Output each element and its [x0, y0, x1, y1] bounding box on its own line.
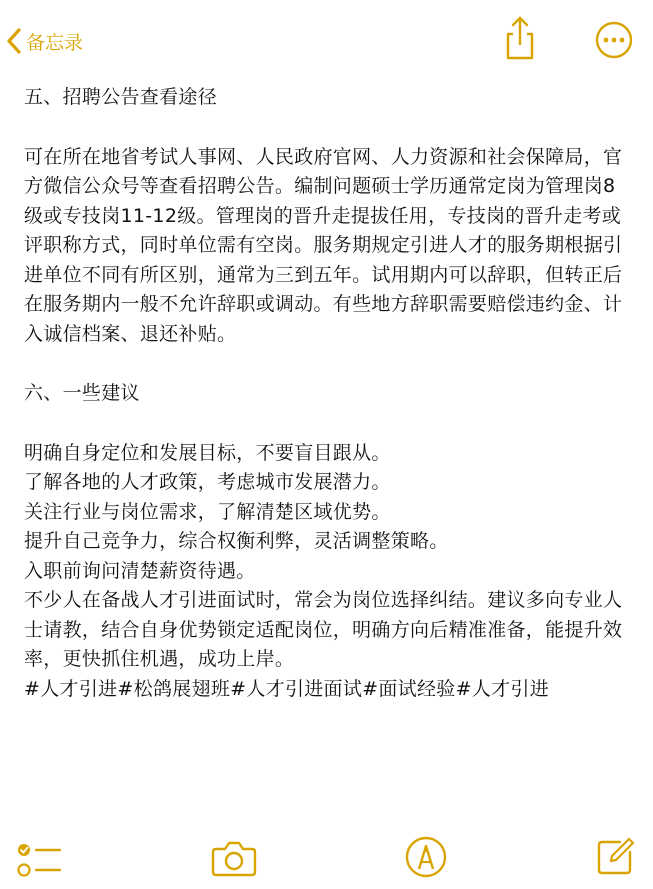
- advice-line: 了解各地的人才政策，考虑城市发展潜力。: [24, 471, 391, 493]
- share-icon: [500, 14, 540, 62]
- advice-line: 入职前询问清楚薪资待遇。: [24, 559, 256, 582]
- camera-icon: [210, 838, 258, 878]
- hashtags-line: #人才引进#松鸽展翅班#人才引进面试#面试经验#人才引进: [24, 677, 550, 700]
- advice-line: 明确自身定位和发展目标，不要盲目跟从。: [24, 441, 391, 464]
- more-icon: [594, 20, 634, 60]
- advice-line: 提升自己竞争力，综合权衡利弊，灵活调整策略。: [24, 530, 449, 552]
- advice-line: 关注行业与岗位需求，了解清楚区域优势。: [24, 500, 391, 523]
- navigation-bar: [0, 0, 653, 80]
- markup-icon: [404, 835, 448, 879]
- camera-button[interactable]: [210, 838, 258, 882]
- note-body[interactable]: [24, 80, 634, 704]
- more-button[interactable]: [594, 20, 634, 60]
- share-button[interactable]: [500, 14, 540, 62]
- markup-button[interactable]: [404, 835, 448, 883]
- section-heading-6: 六、一些建议: [24, 382, 140, 404]
- blank-line: [24, 409, 634, 439]
- checklist-icon: [14, 840, 64, 880]
- back-button[interactable]: [6, 26, 83, 56]
- chevron-left-icon: [6, 27, 22, 55]
- compose-icon: [596, 836, 636, 876]
- blank-line: [24, 113, 634, 143]
- section-heading-5: 五、招聘公告查看途径: [24, 86, 218, 108]
- back-label: 备忘录: [26, 31, 84, 54]
- blank-line: [24, 349, 634, 379]
- checklist-button[interactable]: [14, 840, 64, 884]
- advice-paragraph: 不少人在备战人才引进面试时，常会为岗位选择纠结。建议多向专业人士请教，结合自身优势锁定适配岗位，明确方向后精准准备，能提升效率，更快抓住机遇，成功上岸。: [24, 589, 623, 670]
- paragraph-recruitment-info: 可在所在地省考试人事网、人民政府官网、人力资源和社会保障局，官方微信公众号等查看招聘公告。编制问题硕士学历通常定岗为管理岗8级或专技岗11-12级。管理岗的晋升走提拔任用，专技岗的晋升走考或评职称方式，同时单位需有空岗。服务期规定引进人才的服务期根据引进单位不同有所区别，通常为三到五年。试用期内可以辞职，但转正后在服务期内一般不允许辞职或调动。有些地方辞职需要赔偿违约金、计入诚信档案、退还补贴。: [24, 145, 623, 345]
- compose-button[interactable]: [596, 836, 636, 880]
- bottom-toolbar: [0, 830, 653, 889]
